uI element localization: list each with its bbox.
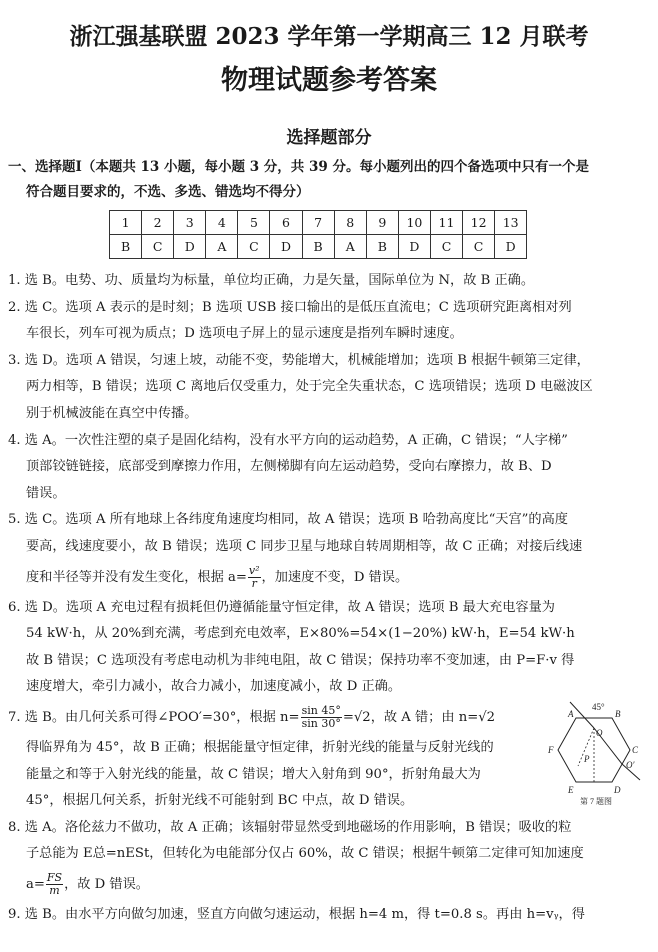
document-subtitle: 物理试题参考答案 <box>221 65 437 96</box>
solution-line: 顶部铰链链接，底部受到摩擦力作用，左侧梯脚有向左运动趋势，受向右摩擦力，故 B、D <box>26 459 552 475</box>
fraction-denominator: sin 30° <box>301 716 341 730</box>
table-cell: B <box>366 235 398 259</box>
table-cell: C <box>142 235 174 259</box>
text-span: ，加速度不变，D 错误。 <box>261 569 409 585</box>
answer-table-answers-row <box>110 235 527 259</box>
question-7-figure <box>540 700 648 812</box>
solution-line: 45°，根据几何关系，折射光线不可能射到 BC 中点，故 D 错误。 <box>26 793 414 809</box>
solution-line: 两力相等，B 错误；选项 C 离地后仅受重力，处于完全失重状态，C 选项错误；选项 D 电磁波区 <box>26 379 593 395</box>
solution-line: 子总能为 E总=nESt，但转化为电能部分仅占 60%，故 C 错误；根据牛顿第二定律可知加速度 <box>26 846 584 862</box>
table-cell: C <box>238 235 270 259</box>
solution-item-8 <box>8 815 648 902</box>
table-cell: 6 <box>270 211 302 235</box>
solution-item-3 <box>8 348 648 428</box>
text-span: 度和半径等并没有发生变化，根据 a= <box>26 569 247 585</box>
figure-label-p: P <box>584 754 590 764</box>
figure-caption: 第 7 题图 <box>580 797 612 806</box>
table-cell: 12 <box>463 211 495 235</box>
table-cell: 4 <box>206 211 238 235</box>
table-cell: 7 <box>302 211 334 235</box>
solution-line: 能量之和等于入射光线的能量，故 C 错误；增大入射角到 90°，折射角最大为 <box>26 766 481 782</box>
fraction-numerator: sin 45° <box>301 703 341 717</box>
intro-line-1: 一、选择题Ⅰ（本题共 13 小题，每小题 3 分，共 39 分。每小题列出的四个备选项中只有一个是 <box>8 159 589 175</box>
fraction-numerator: FS <box>46 870 63 884</box>
table-cell: 5 <box>238 211 270 235</box>
solution-item-2 <box>8 295 648 348</box>
table-cell: B <box>302 235 334 259</box>
solution-line: 9. 选 B。由水平方向做匀加速，竖直方向做匀速运动，根据 h=4 m，得 t=0.8 s。再由 h=vᵧ，得 <box>8 906 585 922</box>
figure-label-o-prime: O′ <box>626 760 635 770</box>
table-cell: 13 <box>495 211 527 235</box>
solution-line: 别于机械波能在真空中传播。 <box>26 405 198 421</box>
solution-line <box>8 561 648 595</box>
table-cell: D <box>398 235 430 259</box>
solution-line: 6. 选 D。选项 A 充电过程有损耗但仍遵循能量守恒定律，故 A 错误；选项 B 最大充电容量为 <box>8 599 555 615</box>
fraction-numerator: v² <box>248 563 260 577</box>
solution-line: 车很长，列车可视为质点；D 选项电子屏上的显示速度是指列车瞬时速度。 <box>26 326 463 342</box>
solution-item-6 <box>8 595 648 701</box>
solution-list <box>8 268 648 928</box>
table-cell: C <box>463 235 495 259</box>
text-span: ，故 D 错误。 <box>64 876 149 892</box>
table-cell: C <box>430 235 462 259</box>
figure-label-d: D <box>614 785 621 795</box>
text-span: =√2，故 A 错；由 n=√2 <box>342 709 496 725</box>
figure-angle-label: 45° <box>592 702 605 712</box>
solution-line: 得临界角为 45°，故 B 正确；根据能量守恒定律，折射光线的能量与反射光线的 <box>26 739 494 755</box>
fraction-denominator: m <box>49 883 60 897</box>
answer-table <box>109 210 527 259</box>
table-cell: 1 <box>110 211 142 235</box>
table-cell: 2 <box>142 211 174 235</box>
table-cell: 11 <box>430 211 462 235</box>
table-cell: 3 <box>174 211 206 235</box>
section-title: 选择题部分 <box>286 128 372 148</box>
table-cell: D <box>495 235 527 259</box>
solution-item-9 <box>8 902 648 929</box>
table-cell: 10 <box>398 211 430 235</box>
solution-line: 8. 选 A。洛伦兹力不做功，故 A 正确；该辐射带显然受到地磁场的作用影响，B 错误；吸收的粒 <box>8 819 572 835</box>
table-cell: 8 <box>334 211 366 235</box>
figure-label-a: A <box>568 709 574 719</box>
solution-line: 4. 选 A。一次性注塑的桌子是固化结构，没有水平方向的运动趋势，A 正确，C 错误；“人字梯” <box>8 432 568 448</box>
fraction-denominator: r <box>251 576 257 590</box>
fraction-v2-over-r <box>248 565 261 590</box>
answer-table-numbers-row <box>110 211 527 235</box>
text-span: 7. 选 B。由几何关系可得∠POO′=30°，根据 n= <box>8 709 300 725</box>
solution-line: 3. 选 D。选项 A 错误，匀速上坡，动能不变，势能增大，机械能增加；选项 B 根据牛顿第三定律， <box>8 352 590 368</box>
figure-label-f: F <box>548 745 554 755</box>
table-cell: 9 <box>366 211 398 235</box>
fraction-sin45-over-sin30 <box>301 705 342 730</box>
document-title: 浙江强基联盟 2023 学年第一学期高三 12 月联考 <box>69 23 589 50</box>
solution-item-4 <box>8 428 648 508</box>
figure-label-b: B <box>615 709 621 719</box>
solution-line: 1. 选 B。电势、功、质量均为标量，单位均正确，力是矢量，国际单位为 N，故 B 正确。 <box>8 273 535 288</box>
solution-line: 5. 选 C。选项 A 所有地球上各纬度角速度均相同，故 A 错误；选项 B 哈勃高度比“天宫”的高度 <box>8 512 568 528</box>
fraction-fs-over-m <box>46 872 63 897</box>
table-cell: D <box>270 235 302 259</box>
table-cell: A <box>334 235 366 259</box>
table-cell: A <box>206 235 238 259</box>
solution-item-1 <box>8 268 648 295</box>
solution-line: 54 kW·h，从 20%到充满，考虑到充电效率，E×80%=54×(1−20%) kW·h，E=54 kW·h <box>26 626 575 642</box>
text-span: a= <box>26 876 45 892</box>
solution-line: 2. 选 C。选项 A 表示的是时刻；B 选项 USB 接口输出的是低压直流电；C 选项研究距离相对列 <box>8 299 572 315</box>
table-cell: D <box>174 235 206 259</box>
solution-line <box>8 868 648 902</box>
figure-label-c: C <box>632 745 639 755</box>
intro-line-2: 符合题目要求的，不选、多选、错选均不得分） <box>26 184 310 200</box>
solution-line: 要高，线速度要小，故 B 错误；选项 C 同步卫星与地球自转周期相等，故 C 正确；对接后线速 <box>26 538 583 554</box>
section-intro <box>8 155 648 205</box>
figure-label-e: E <box>568 785 574 795</box>
solution-item-5 <box>8 507 648 594</box>
solution-line: 速度增大，牵引力减小，故合力减小，加速度减小，故 D 正确。 <box>26 679 402 695</box>
solution-line: 故 B 错误；C 选项没有考虑电动机为非纯电阻，故 C 错误；保持功率不变加速，由 P=F·v 得 <box>26 652 575 668</box>
table-cell: B <box>110 235 142 259</box>
solution-line <box>8 701 538 735</box>
hexagon-diagram <box>540 700 648 812</box>
solution-line: 错误。 <box>26 485 66 501</box>
figure-label-o: O <box>596 728 603 738</box>
